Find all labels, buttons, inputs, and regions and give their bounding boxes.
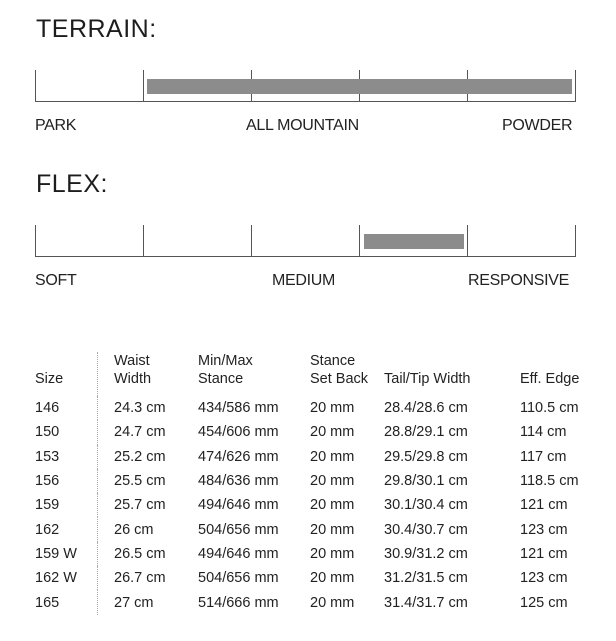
cell-waist-width: 24.7 cm bbox=[114, 424, 166, 441]
cell-eff-edge: 121 cm bbox=[520, 497, 568, 514]
cell-stance-set-back: 20 mm bbox=[310, 424, 355, 441]
cell-min-max-stance: 504/656 mm bbox=[198, 570, 279, 587]
cell-waist-width: 26.7 cm bbox=[114, 570, 166, 587]
cell-size: 165 bbox=[33, 590, 98, 614]
table-row bbox=[33, 566, 594, 590]
cell-tail-tip-width: 30.9/31.2 cm bbox=[384, 545, 468, 562]
cell-tail-tip-width: 30.1/30.4 cm bbox=[384, 497, 468, 514]
cell-stance-set-back: 20 mm bbox=[310, 400, 355, 417]
flex-heading: FLEX: bbox=[36, 170, 108, 198]
terrain-scale-tick bbox=[575, 70, 576, 102]
cell-eff-edge: 118.5 cm bbox=[520, 473, 579, 490]
cell-waist-width: 26.5 cm bbox=[114, 545, 166, 562]
flex-scale-baseline bbox=[35, 256, 576, 257]
cell-size: 162 bbox=[33, 517, 98, 541]
header-tail-tip-width: Tail/Tip Width bbox=[384, 371, 471, 387]
cell-min-max-stance: 514/666 mm bbox=[198, 594, 279, 611]
cell-size: 156 bbox=[33, 469, 98, 493]
table-row bbox=[33, 469, 594, 493]
cell-min-max-stance: 484/636 mm bbox=[198, 473, 279, 490]
cell-eff-edge: 123 cm bbox=[520, 521, 568, 538]
flex-scale-tick bbox=[467, 225, 468, 257]
terrain-scale-baseline bbox=[35, 101, 576, 102]
table-row bbox=[33, 396, 594, 420]
cell-stance-set-back: 20 mm bbox=[310, 521, 355, 538]
cell-eff-edge: 110.5 cm bbox=[520, 400, 579, 417]
cell-waist-width: 26 cm bbox=[114, 521, 154, 538]
terrain-scale bbox=[35, 70, 576, 102]
cell-min-max-stance: 454/606 mm bbox=[198, 424, 279, 441]
cell-tail-tip-width: 28.4/28.6 cm bbox=[384, 400, 468, 417]
cell-tail-tip-width: 29.5/29.8 cm bbox=[384, 448, 468, 465]
flex-label-soft: SOFT bbox=[35, 272, 77, 289]
cell-min-max-stance: 474/626 mm bbox=[198, 448, 279, 465]
flex-scale-tick bbox=[575, 225, 576, 257]
cell-stance-set-back: 20 mm bbox=[310, 594, 355, 611]
table-row bbox=[33, 517, 594, 541]
cell-min-max-stance: 494/646 mm bbox=[198, 497, 279, 514]
cell-waist-width: 24.3 cm bbox=[114, 400, 166, 417]
cell-waist-width: 27 cm bbox=[114, 594, 154, 611]
flex-label-medium: MEDIUM bbox=[272, 272, 336, 289]
cell-min-max-stance: 494/646 mm bbox=[198, 545, 279, 562]
terrain-label-park: PARK bbox=[35, 117, 77, 134]
spec-table-body bbox=[33, 396, 594, 615]
table-row bbox=[33, 420, 594, 444]
terrain-scale-tick bbox=[143, 70, 144, 102]
cell-stance-set-back: 20 mm bbox=[310, 448, 355, 465]
cell-size: 159 bbox=[33, 493, 98, 517]
cell-stance-set-back: 20 mm bbox=[310, 545, 355, 562]
cell-eff-edge: 123 cm bbox=[520, 570, 568, 587]
cell-size: 153 bbox=[33, 445, 98, 469]
header-stance-set-back: Stance Set Back bbox=[310, 353, 369, 387]
spec-table-header-row bbox=[33, 352, 594, 396]
terrain-range-bar bbox=[147, 79, 572, 94]
flex-scale-tick bbox=[35, 225, 36, 257]
table-row bbox=[33, 493, 594, 517]
cell-min-max-stance: 434/586 mm bbox=[198, 400, 279, 417]
cell-size: 159 W bbox=[33, 542, 98, 566]
flex-range-bar bbox=[364, 234, 464, 249]
cell-eff-edge: 121 cm bbox=[520, 545, 568, 562]
terrain-label-powder: POWDER bbox=[502, 117, 573, 134]
header-size: Size bbox=[33, 352, 98, 396]
spec-table bbox=[33, 352, 594, 615]
cell-waist-width: 25.7 cm bbox=[114, 497, 166, 514]
table-row bbox=[33, 445, 594, 469]
cell-stance-set-back: 20 mm bbox=[310, 473, 355, 490]
cell-size: 162 W bbox=[33, 566, 98, 590]
cell-size: 150 bbox=[33, 420, 98, 444]
cell-stance-set-back: 20 mm bbox=[310, 497, 355, 514]
flex-scale-tick bbox=[143, 225, 144, 257]
cell-tail-tip-width: 31.2/31.5 cm bbox=[384, 570, 468, 587]
flex-scale-tick bbox=[251, 225, 252, 257]
cell-min-max-stance: 504/656 mm bbox=[198, 521, 279, 538]
flex-scale-tick bbox=[359, 225, 360, 257]
cell-tail-tip-width: 31.4/31.7 cm bbox=[384, 594, 468, 611]
flex-scale bbox=[35, 225, 576, 257]
table-row bbox=[33, 542, 594, 566]
cell-eff-edge: 117 cm bbox=[520, 448, 567, 465]
terrain-heading: TERRAIN: bbox=[36, 15, 157, 43]
cell-stance-set-back: 20 mm bbox=[310, 570, 355, 587]
header-eff-edge: Eff. Edge bbox=[520, 371, 580, 387]
cell-waist-width: 25.2 cm bbox=[114, 448, 166, 465]
flex-label-responsive: RESPONSIVE bbox=[468, 272, 570, 289]
cell-tail-tip-width: 30.4/30.7 cm bbox=[384, 521, 468, 538]
cell-waist-width: 25.5 cm bbox=[114, 473, 166, 490]
cell-tail-tip-width: 29.8/30.1 cm bbox=[384, 473, 468, 490]
terrain-scale-tick bbox=[35, 70, 36, 102]
cell-eff-edge: 114 cm bbox=[520, 424, 567, 441]
table-row bbox=[33, 590, 594, 614]
cell-size: 146 bbox=[33, 396, 98, 420]
header-waist-width: Waist Width bbox=[114, 353, 152, 387]
terrain-label-all-mountain: ALL MOUNTAIN bbox=[246, 117, 359, 134]
header-min-max-stance: Min/Max Stance bbox=[198, 353, 253, 387]
cell-tail-tip-width: 28.8/29.1 cm bbox=[384, 424, 468, 441]
cell-eff-edge: 125 cm bbox=[520, 594, 568, 611]
